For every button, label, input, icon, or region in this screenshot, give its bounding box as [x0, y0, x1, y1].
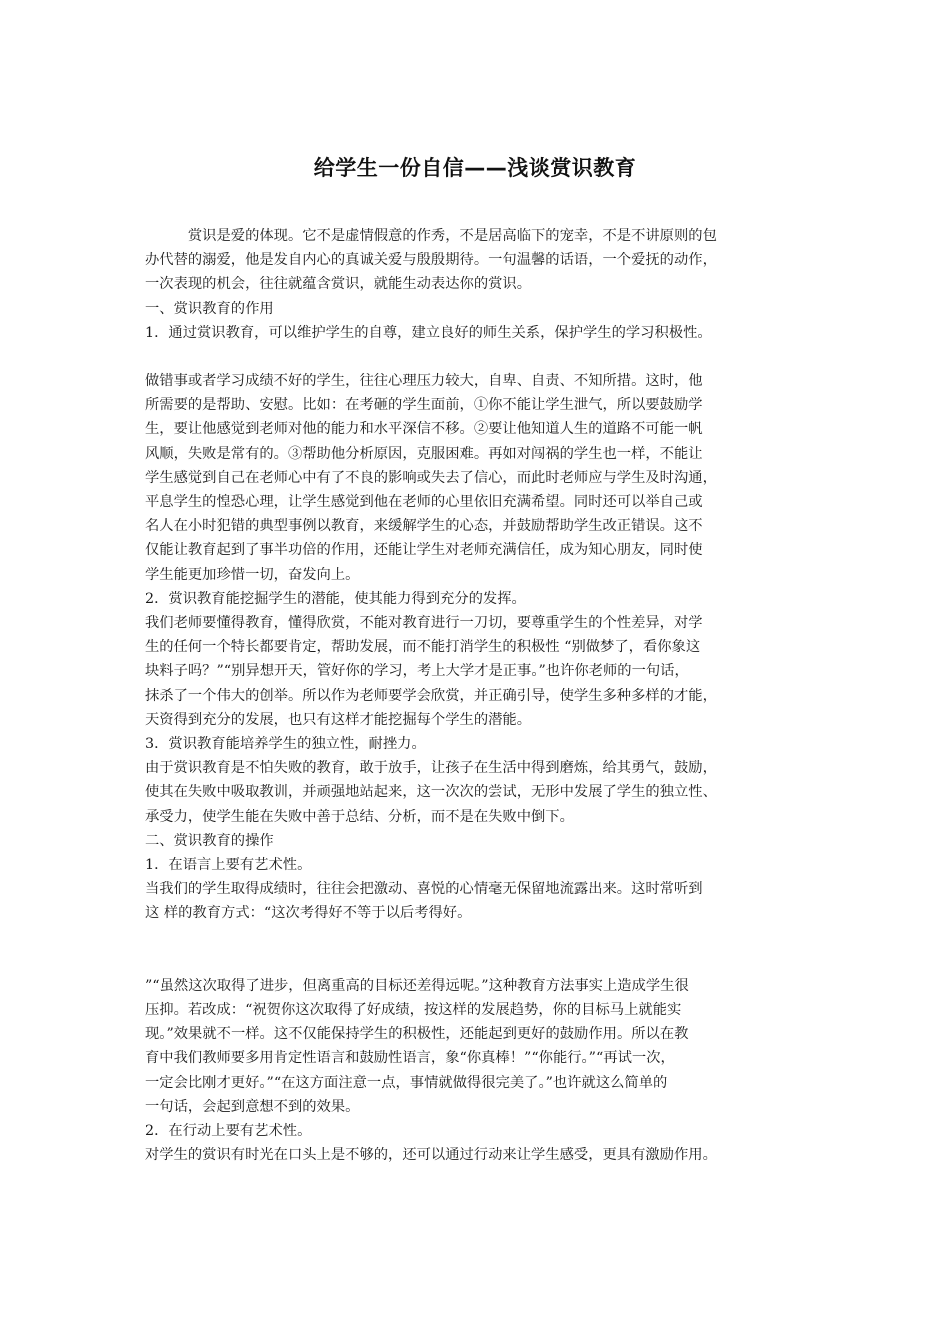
text-line: 一次表现的机会，往往就蕴含赏识，就能生动表达你的赏识。: [145, 276, 532, 293]
paragraph-group-main: [145, 369, 820, 926]
text-line: 做错事或者学习成绩不好的学生，往往心理压力较大，自卑、自责、不知所措。这时，他: [145, 373, 703, 390]
text-line: 对学生的赏识有时光在口头上是不够的，还可以通过行动来让学生感受，更具有激励作用。: [145, 1147, 717, 1164]
section-heading: 二、赏识教育的操作: [145, 832, 274, 849]
text-line: 生，要让他感觉到老师对他的能力和水平深信不移。②要让他知道人生的道路不可能一帆: [145, 421, 703, 438]
section-heading: 一、赏识教育的作用: [145, 300, 274, 317]
text-line: 学生感觉到自己在老师心中有了不良的影响或失去了信心，而此时老师应与学生及时沟通，: [145, 469, 717, 486]
document-title: 给学生一份自信——浅谈赏识教育: [313, 156, 637, 180]
text-line: 育中我们教师要多用肯定性语言和鼓励性语言，象“你真棒！”“你能行。”“再试一次，: [145, 1050, 675, 1067]
text-line: 所需要的是帮助、安慰。比如：在考砸的学生面前，①你不能让学生泄气，所以要鼓励学: [145, 397, 703, 414]
text-line: 风顺，失败是常有的。③帮助他分析原因，克服困难。再如对闯祸的学生也一样，不能让: [145, 445, 703, 462]
text-line: 承受力，使学生能在失败中善于总结、分析，而不是在失败中倒下。: [145, 808, 574, 825]
text-line: 办代替的溺爱，他是发自内心的真诚关爱与殷殷期待。一句温馨的话语，一个爱抚的动作，: [145, 252, 717, 269]
subsection-heading: 2．赏识教育能挖掘学生的潜能，使其能力得到充分的发挥。: [145, 590, 526, 607]
text-line: 由于赏识教育是不怕失败的教育，敢于放手，让孩子在生活中得到磨炼，给其勇气，鼓励，: [145, 760, 717, 777]
subsection-heading: 3．赏识教育能培养学生的独立性，耐挫力。: [145, 736, 426, 753]
paragraph-group-intro: [145, 224, 820, 345]
subsection-heading: 1．在语言上要有艺术性。: [145, 857, 312, 874]
blank-line: [145, 345, 820, 369]
text-line: 名人在小时犯错的典型事例以教育，来缓解学生的心态，并鼓励帮助学生改正错误。这不: [145, 518, 703, 535]
text-line: 一定会比刚才更好。”“在这方面注意一点，事情就做得很完美了。”也许就这么简单的: [145, 1074, 668, 1091]
text-line: 这 样的教育方式：“这次考得好不等于以后考得好。: [145, 905, 472, 922]
text-line: 我们老师要懂得教育，懂得欣赏，不能对教育进行一刀切，要尊重学生的个性差异，对学: [145, 615, 703, 632]
subsection-heading: 2．在行动上要有艺术性。: [145, 1122, 312, 1139]
text-line: 抹杀了一个伟大的创举。所以作为老师要学会欣赏，并正确引导，使学生多种多样的才能，: [145, 687, 717, 704]
text-line: 赏识是爱的体现。它不是虚情假意的作秀，不是居高临下的宠幸，不是不讲原则的包: [145, 228, 717, 244]
text-line: 平息学生的惶恐心理，让学生感觉到他在老师的心里依旧充满希望。同时还可以举自己或: [145, 494, 703, 511]
text-line: 压抑。若改成：“祝贺你这次取得了好成绩，按这样的发展趋势，你的目标马上就能实: [145, 1001, 682, 1018]
text-line: 块料子吗？”“别异想开天，管好你的学习，考上大学才是正事。”也许你老师的一句话，: [145, 663, 689, 680]
text-line: 使其在失败中吸取教训，并顽强地站起来，这一次次的尝试，无形中发展了学生的独立性、: [145, 784, 717, 801]
document-body: [145, 224, 820, 1167]
text-line: 生的任何一个特长都要肯定，帮助发展，而不能打消学生的积极性 “别做梦了，看你象这: [145, 639, 701, 656]
blank-line: [145, 926, 820, 974]
text-line: 当我们的学生取得成绩时，往往会把激动、喜悦的心情毫无保留地流露出来。这时常听到: [145, 881, 703, 898]
text-line: 天资得到充分的发展，也只有这样才能挖掘每个学生的潜能。: [145, 711, 532, 728]
text-line: 学生能更加珍惜一切，奋发向上。: [145, 566, 360, 583]
text-line: 一句话，会起到意想不到的效果。: [145, 1098, 360, 1115]
subsection-heading: 1．通过赏识教育，可以维护学生的自尊，建立良好的师生关系，保护学生的学习积极性。: [145, 324, 712, 341]
text-line: 现。”效果就不一样。这不仅能保持学生的积极性，还能起到更好的鼓励作用。所以在教: [145, 1026, 689, 1043]
text-line: 仅能让教育起到了事半功倍的作用，还能让学生对老师充满信任，成为知心朋友，同时使: [145, 542, 703, 559]
text-line: ”“虽然这次取得了进步，但离重高的目标还差得远呢。”这种教育方法事实上造成学生很: [145, 977, 689, 994]
paragraph-group-tail: [145, 974, 820, 1168]
